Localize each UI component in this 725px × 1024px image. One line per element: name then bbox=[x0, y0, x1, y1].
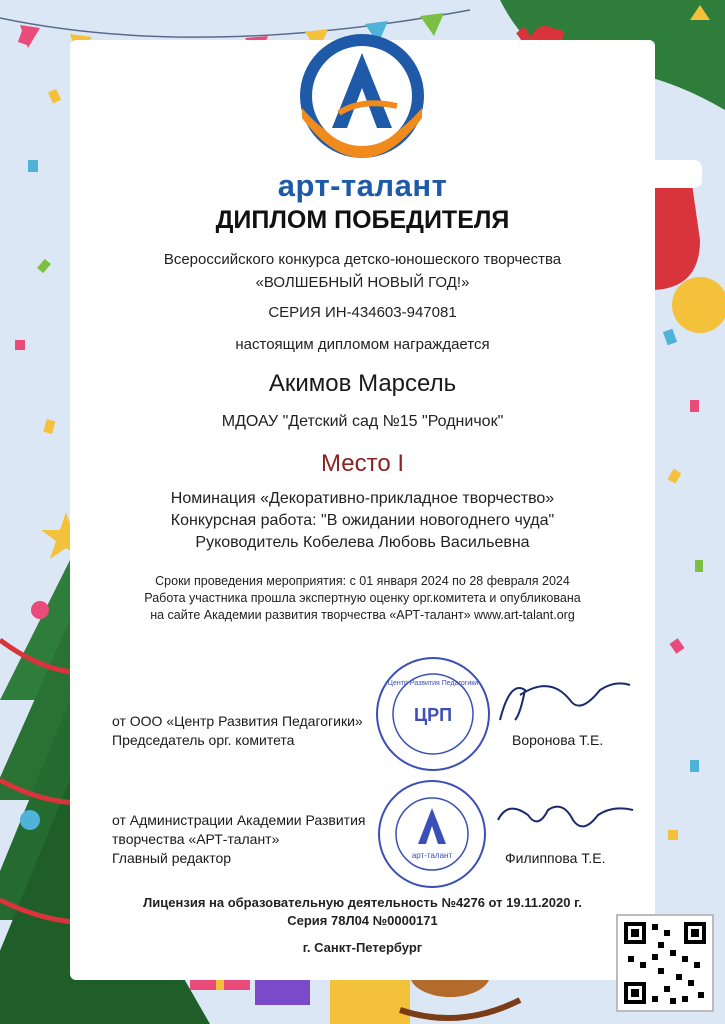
institution: МДОАУ "Детский сад №15 "Родничок" bbox=[221, 413, 504, 430]
signer-org-2: творчества «АРТ-талант» bbox=[112, 831, 280, 847]
art-talant-stamp-icon bbox=[376, 778, 488, 890]
stamp-center-text: арт-талант bbox=[411, 851, 453, 860]
series-number: СЕРИЯ ИН-434603-947081 bbox=[268, 304, 457, 321]
event-dates: Сроки проведения мероприятия: с 01 января 2024 по 28 февраля 2024 bbox=[155, 574, 570, 588]
signature-block-2 bbox=[112, 811, 365, 868]
signature-voronova-icon bbox=[490, 670, 640, 730]
recipient-name: Акимов Марсель bbox=[268, 370, 457, 397]
contest-line-1: Всероссийского конкурса детско-юношеского творчества bbox=[163, 251, 562, 268]
signer-org: от ООО «Центр Развития Педагогики» bbox=[112, 713, 363, 729]
signature-block-1 bbox=[112, 712, 363, 750]
license-text: Лицензия на образовательную деятельность №4276 от 19.11.2020 г. bbox=[143, 895, 582, 910]
diploma-title: ДИПЛОМ ПОБЕДИТЕЛЯ bbox=[215, 206, 510, 234]
awarded-text: настоящим дипломом награждается bbox=[235, 336, 490, 353]
place-award: Место I bbox=[320, 450, 404, 477]
art-talant-logo-icon bbox=[297, 28, 427, 168]
contest-line-2: «ВОЛШЕБНЫЙ НОВЫЙ ГОД!» bbox=[255, 274, 470, 291]
signer-org: от Администрации Академии Развития bbox=[112, 812, 366, 828]
signer-role: Главный редактор bbox=[112, 850, 232, 866]
qr-code-icon bbox=[616, 914, 714, 1012]
brand-name: арт-талант bbox=[277, 168, 448, 203]
supervisor: Руководитель Кобелева Любовь Васильевна bbox=[195, 534, 530, 551]
signature-filippova-icon bbox=[488, 790, 638, 850]
nomination: Номинация «Декоративно-прикладное творчество» bbox=[170, 490, 555, 507]
expert-note-2: на сайте Академии развития творчества «АРТ-талант» www.art-talant.org bbox=[150, 608, 575, 622]
stamp-center-text: ЦРП bbox=[413, 705, 453, 725]
expert-note-1: Работа участника прошла экспертную оценку орг.комитета и опубликована bbox=[144, 591, 581, 605]
stamp-ring-text: Центр Развития Педагогики bbox=[387, 680, 479, 687]
signer-role: Председатель орг. комитета bbox=[112, 732, 295, 748]
signer-name-2: Филиппова Т.Е. bbox=[505, 850, 606, 866]
signer-name-1: Воронова Т.Е. bbox=[512, 732, 604, 748]
license-series: Серия 78Л04 №0000171 bbox=[287, 913, 438, 928]
crp-stamp-icon bbox=[374, 655, 492, 773]
contest-work: Конкурсная работа: "В ожидании новогоднего чуда" bbox=[170, 512, 555, 529]
city: г. Санкт-Петербург bbox=[302, 940, 423, 955]
